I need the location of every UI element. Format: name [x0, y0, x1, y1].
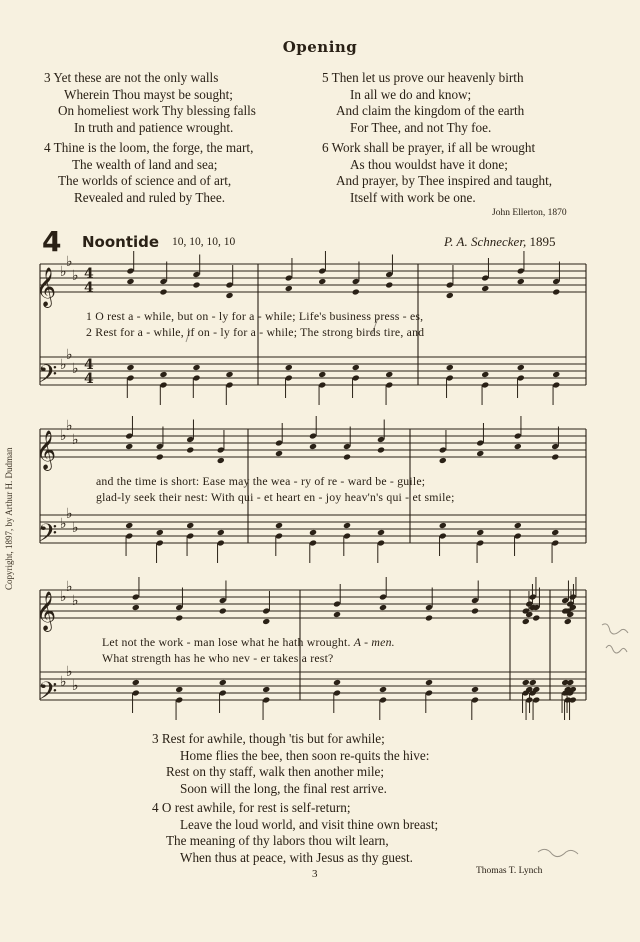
poem-line: The meaning of thy labors thou wilt learn,: [166, 833, 389, 849]
notehead: [217, 529, 225, 536]
notehead: [156, 529, 164, 536]
notehead: [125, 522, 133, 529]
notehead: [522, 679, 530, 686]
poem-line: The wealth of land and sea;: [72, 156, 218, 172]
flat-icon: ♭: [66, 347, 73, 363]
poem-line: Leave the loud world, and visit thine own breast;: [180, 816, 439, 832]
notehead: [385, 281, 393, 288]
flat-icon: ♭: [60, 357, 67, 373]
poem-author-credit: John Ellerton, 1870: [492, 208, 567, 218]
poem-line: Yet these are not the only walls: [53, 70, 219, 85]
notehead: [552, 371, 560, 378]
notehead: [439, 457, 447, 464]
notehead: [219, 607, 227, 614]
pencil-mark: [602, 624, 628, 634]
flat-icon: ♭: [66, 506, 73, 522]
notehead: [126, 278, 134, 285]
bottom-author-credit: Thomas T. Lynch: [476, 866, 543, 876]
notehead: [476, 450, 484, 457]
pencil-mark: [538, 849, 578, 856]
notehead: [132, 679, 140, 686]
flat-icon: ♭: [66, 418, 73, 434]
notehead: [186, 446, 194, 453]
flat-icon: ♭: [60, 674, 67, 690]
copyright-notice: Copyright, 1897, by Arthur H. Dudman: [4, 447, 14, 590]
notehead: [343, 522, 351, 529]
notehead: [309, 529, 317, 536]
notehead: [551, 529, 559, 536]
notehead: [159, 371, 167, 378]
notehead: [175, 614, 183, 621]
notehead: [564, 618, 572, 625]
page-number: 3: [312, 868, 318, 880]
time-sig-bottom: 4: [84, 280, 94, 296]
notehead: [192, 364, 200, 371]
flat-icon: ♭: [60, 264, 67, 280]
notehead: [522, 618, 530, 625]
composer-year: 1895: [529, 234, 556, 249]
treble-clef-icon: 𝄞: [36, 430, 57, 470]
poem-line: Itself with work be one.: [350, 189, 476, 205]
hymn-tune-name: Noontide: [82, 233, 160, 251]
notehead: [126, 364, 134, 371]
poem-line: When thus at peace, with Jesus as thy guest.: [180, 849, 413, 865]
time-sig-top: 4: [84, 266, 94, 282]
stanza-3-bottom: [152, 731, 429, 797]
notehead: [481, 285, 489, 292]
bass-clef-icon: 𝄢: [38, 360, 58, 395]
notehead: [446, 292, 454, 299]
flat-icon: ♭: [72, 678, 79, 694]
notehead: [517, 278, 525, 285]
treble-clef-icon: 𝄞: [36, 591, 57, 631]
poem-line: As thou wouldst have it done;: [350, 156, 508, 172]
notehead: [529, 679, 537, 686]
poem-line: O rest awhile, for rest is self-return;: [161, 800, 351, 815]
flat-icon: ♭: [66, 664, 73, 680]
notehead: [333, 679, 341, 686]
poem-line: And prayer, by Thee inspired and taught,: [336, 173, 553, 189]
poem-line: Revealed and ruled by Thee.: [74, 189, 225, 205]
notehead: [471, 686, 479, 693]
poem-line: Soon will the long, the final rest arrive.: [180, 780, 387, 796]
notehead: [425, 614, 433, 621]
notehead: [476, 529, 484, 536]
notehead: [318, 371, 326, 378]
flat-icon: ♭: [66, 579, 73, 595]
notehead: [132, 604, 140, 611]
poem-line: On homeliest work Thy blessing falls: [58, 103, 256, 119]
notehead: [186, 522, 194, 529]
poem-line: The worlds of science and of art,: [58, 173, 232, 189]
notehead: [275, 522, 283, 529]
time-sig-top: 4: [84, 357, 94, 373]
notehead: [514, 522, 522, 529]
stanza-number: 4: [44, 140, 51, 155]
notehead: [262, 618, 270, 625]
stanza-number: 6: [322, 140, 329, 155]
notehead: [309, 443, 317, 450]
notehead: [377, 446, 385, 453]
notehead: [425, 679, 433, 686]
bass-clef-icon: 𝄢: [38, 519, 58, 554]
notehead: [217, 457, 225, 464]
notehead: [377, 529, 385, 536]
poem-line: Work shall be prayer, if all be wrought: [331, 140, 536, 155]
notehead: [219, 679, 227, 686]
poem-line: Wherein Thou mayst be sought;: [64, 86, 233, 102]
flat-icon: ♭: [72, 268, 79, 284]
notehead: [446, 364, 454, 371]
poem-line: Home flies the bee, then soon re-quits the hive:: [180, 747, 430, 763]
notehead: [125, 443, 133, 450]
notehead: [379, 686, 387, 693]
lyric-verse-2: glad-ly seek their nest: With qui - et heart en - joy heav'n's qui - et smile;: [96, 490, 455, 504]
notehead: [159, 288, 167, 295]
notehead: [192, 281, 200, 288]
notehead: [333, 611, 341, 618]
notehead: [285, 285, 293, 292]
bass-clef-icon: 𝄢: [38, 677, 58, 712]
notehead: [552, 288, 560, 295]
pencil-mark: [606, 645, 627, 653]
lyric-verse-2: 2 Rest for a - while, if on - ly for a - while; The strong birds tire, and: [86, 325, 425, 339]
notehead: [285, 364, 293, 371]
lyric-verse-1: and the time is short: Ease may the wea - ry of re - ward be - guile;: [96, 474, 426, 488]
notehead: [262, 686, 270, 693]
notehead: [225, 371, 233, 378]
flat-icon: ♭: [72, 361, 79, 377]
lyric-verse-1: [102, 635, 395, 650]
notehead: [532, 614, 540, 621]
notehead: [385, 371, 393, 378]
notehead: [352, 364, 360, 371]
flat-icon: ♭: [60, 428, 67, 444]
flat-icon: ♭: [72, 593, 79, 609]
notehead: [175, 686, 183, 693]
flat-icon: ♭: [66, 254, 73, 270]
lyric-line: Let not the work - man lose what he hath wrought.: [102, 635, 351, 649]
notehead: [225, 292, 233, 299]
hymn-number: 4: [42, 225, 62, 258]
notehead: [343, 453, 351, 460]
notehead: [275, 450, 283, 457]
stanza-number: 4: [152, 800, 159, 815]
flat-icon: ♭: [72, 520, 79, 536]
flat-icon: ♭: [72, 432, 79, 448]
poem-line: In truth and patience wrought.: [74, 119, 234, 135]
composer-name: P. A. Schnecker,: [444, 234, 527, 249]
flat-icon: ♭: [60, 589, 67, 605]
notehead: [156, 453, 164, 460]
poem-line: And claim the kingdom of the earth: [336, 103, 525, 119]
hymn-meter: 10, 10, 10, 10: [172, 236, 236, 248]
poem-line: Rest for awhile, though 'tis but for awhile;: [161, 731, 385, 746]
lyric-verse-2: What strength has he who nev - er takes a rest?: [102, 651, 334, 665]
poem-line: Then let us prove our heavenly birth: [331, 70, 524, 85]
poem-line: Thine is the loom, the forge, the mart,: [53, 140, 254, 155]
stanza-number: 3: [44, 70, 51, 85]
stanza-4-bottom: [152, 800, 438, 866]
notehead: [439, 522, 447, 529]
amen-text: A - men.: [353, 635, 395, 649]
notehead: [517, 364, 525, 371]
poem-line: Rest on thy staff, walk then another mile;: [166, 764, 385, 780]
notehead: [481, 371, 489, 378]
notehead: [352, 288, 360, 295]
notehead: [566, 679, 574, 686]
notehead: [318, 278, 326, 285]
page-section-title: Opening: [282, 38, 358, 56]
lyric-verse-1: 1 O rest a - while, but on - ly for a - while; Life's business press - es,: [86, 309, 424, 323]
time-sig-bottom: 4: [84, 371, 94, 387]
poem-line: In all we do and know;: [350, 86, 472, 102]
treble-clef-icon: 𝄞: [36, 267, 57, 307]
stanza-number: 5: [322, 70, 329, 85]
notehead: [471, 607, 479, 614]
notehead: [514, 443, 522, 450]
stanza-number: 3: [152, 731, 159, 746]
flat-icon: ♭: [60, 516, 67, 532]
poem-line: For Thee, and not Thy foe.: [350, 119, 492, 135]
notehead: [551, 453, 559, 460]
notehead: [379, 604, 387, 611]
